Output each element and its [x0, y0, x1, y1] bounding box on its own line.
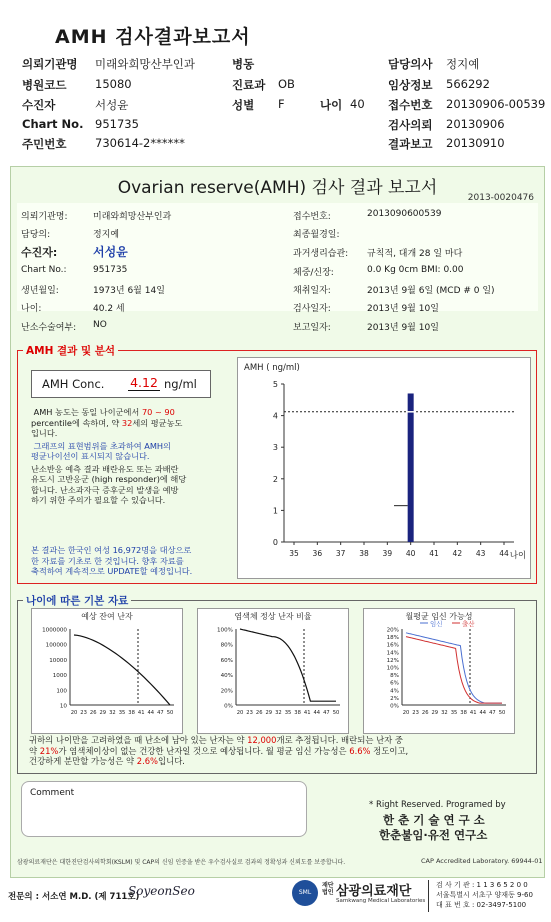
mini-x-tick-label: 35 [450, 710, 458, 716]
summary-line [29, 735, 539, 746]
pregnancy-chance-chart [364, 609, 514, 733]
info-label: 체중/신장: [293, 268, 334, 278]
signature: SoyeonSeo [128, 884, 195, 898]
mini-x-tick-label: 44 [147, 710, 155, 716]
summary-run: 건강하게 분만할 가능성은 약 [29, 756, 137, 766]
mini-chart-title: 월평균 임신 가능성 [405, 612, 473, 621]
cover-field: 주민번호 [22, 137, 67, 151]
cover-value: 20130906-00539 [446, 97, 546, 111]
cover-field: Chart No. [22, 117, 84, 131]
cover-field: 병원코드 [22, 78, 67, 92]
info-label: 과거생리습관: [293, 249, 349, 259]
mini-chart-title: 예상 잔여 난자 [81, 612, 133, 621]
report-sheet [10, 166, 545, 878]
mini-y-tick-label: 20% [220, 688, 233, 695]
mini-x-tick-label: 35 [284, 710, 292, 716]
mini-x-tick-label: 29 [99, 710, 107, 716]
mini-y-tick-label: 100000 [45, 642, 67, 649]
mini-x-tick-label: 23 [246, 710, 253, 716]
x-tick-label: 42 [452, 549, 463, 558]
mini-x-tick-label: 26 [255, 710, 263, 716]
mini-x-tick-label: 47 [323, 710, 330, 716]
x-tick-label: 36 [312, 549, 323, 558]
cover-value: 15080 [95, 77, 132, 91]
report-code: 2013-0020476 [467, 193, 534, 203]
equivalent-age: 32 [121, 417, 133, 428]
mini-y-tick-label: 14% [386, 650, 399, 657]
info-label: 보고일자: [293, 323, 331, 333]
mini-x-tick-label: 26 [89, 710, 97, 716]
mini-x-tick-label: 50 [166, 710, 174, 716]
info-label: Chart No.: [21, 265, 67, 275]
info-label: 담당의: [21, 230, 51, 240]
y-axis-label: AMH ( ng/ml) [244, 363, 300, 373]
mini-y-tick-label: 80% [220, 642, 233, 649]
normal-egg-ratio-chart [198, 609, 348, 733]
info-value: 0.0 Kg 0cm BMI: 0.00 [367, 265, 464, 275]
cap-text: CAP Accredited Laboratory. 69944-01 [421, 857, 543, 865]
mini-x-tick-label: 23 [80, 710, 87, 716]
mini-x-tick-label: 38 [460, 710, 467, 716]
mini-x-tick-label: 41 [137, 710, 145, 716]
mini-y-tick-label: 4% [390, 688, 399, 695]
mini-x-tick-label: 20 [236, 710, 244, 716]
mini-x-tick-label: 35 [118, 710, 126, 716]
x-tick-label: 39 [382, 549, 393, 558]
para-text: 그래프의 표현범위를 초과하여 AMH의 [33, 440, 171, 451]
mini-x-tick-label: 41 [303, 710, 311, 716]
mini-y-tick-label: 12% [386, 657, 399, 664]
summary-run: 입니다. [158, 756, 185, 766]
doctor-name: 전문의 : 서소연 M.D. (제 711호) [8, 892, 140, 902]
cover-field: 검사의뢰 [388, 118, 433, 132]
mini-x-tick-label: 47 [489, 710, 496, 716]
cover-value: 730614-2****** [95, 136, 185, 150]
para-text: 합니다. 난소과자극 증후군의 발생을 예방 [31, 484, 179, 495]
y-tick-label: 4 [272, 411, 278, 421]
mini-y-tick-label: 1000 [52, 673, 67, 680]
org-name-1: 한 춘 기 술 연 구 소 [383, 813, 485, 827]
y-tick-label: 1 [272, 506, 278, 516]
info-value: 2013090600539 [367, 209, 442, 219]
contact-line: 대 표 번 호 : 02-3497-5100 [436, 901, 527, 909]
org-name-2: 한춘불임·유전 연구소 [379, 828, 488, 842]
mini-x-tick-label: 50 [332, 710, 340, 716]
mini-y-tick-label: 16% [386, 642, 399, 649]
info-value: 40.2 세 [93, 304, 125, 314]
summary-run: 개로 추정됩니다. 배란되는 난자 중 [276, 735, 404, 745]
summary-run: 12,000 [247, 735, 277, 745]
summary-line [29, 756, 539, 767]
mini-y-tick-label: 0% [224, 703, 233, 710]
cover-value: 정지예 [446, 57, 480, 71]
mini-y-tick-label: 60% [220, 657, 233, 664]
info-label: 의뢰기관명: [21, 212, 68, 222]
cover-field: 성별 [232, 98, 255, 112]
mini-x-tick-label: 41 [469, 710, 477, 716]
para-text: 한 자료를 기초로 한 것입니다. 향후 자료를 [31, 555, 184, 566]
summary-run: 21% [39, 745, 59, 756]
mini-chart-title: 염색체 정상 난자 비율 [234, 612, 312, 621]
summary-run: 귀하의 나이만을 고려하였을 때 난소에 남아 있는 난자는 약 [29, 735, 248, 745]
mini-x-tick-label: 29 [265, 710, 273, 716]
mini-x-tick-label: 26 [421, 710, 429, 716]
contact-block [436, 880, 533, 910]
amh-chart-frame [237, 357, 531, 579]
age-summary [29, 735, 539, 767]
cover-field: 수진자 [22, 98, 56, 112]
info-label: 최종월경일: [293, 230, 340, 240]
info-label: 접수번호: [293, 212, 331, 222]
comment-box [21, 781, 307, 837]
info-label: 생년월일: [21, 286, 59, 296]
mini-y-tick-label: 40% [220, 673, 233, 680]
legend-label: 임신 [430, 620, 443, 628]
cover-field: 결과보고 [388, 137, 433, 151]
y-tick-label: 0 [272, 538, 278, 547]
para-text: 본 결과는 한국인 여성 16,972명을 대상으로 [31, 545, 192, 555]
info-label: 검사일자: [293, 304, 331, 314]
cover-age-label: 나이 [320, 98, 343, 112]
para-text: 유도시 고반응군 (high responder)에 해당 [31, 474, 187, 484]
mini-x-tick-label: 50 [498, 710, 506, 716]
mini-x-tick-label: 29 [431, 710, 439, 716]
info-label: 난소수술여부: [21, 323, 77, 333]
mini-chart-frame [197, 608, 349, 734]
mini-x-tick-label: 20 [402, 710, 410, 716]
y-tick-label: 3 [272, 443, 278, 453]
amh-conc-value: 4.12 [128, 375, 160, 391]
info-value: 1973년 6월 14일 [93, 286, 165, 296]
x-tick-label: 37 [335, 549, 346, 558]
logo-small [322, 882, 334, 896]
para-text: 하기 위한 주의가 필요할 수 있습니다. [31, 495, 166, 505]
logo-small-text: 법인 [322, 889, 334, 896]
cover-field: 병동 [232, 57, 255, 71]
mini-y-tick-label: 8% [390, 673, 399, 680]
remaining-eggs-line [74, 635, 170, 705]
mini-x-tick-label: 47 [157, 710, 164, 716]
mini-y-tick-label: 20% [386, 627, 399, 634]
mini-x-tick-label: 32 [109, 710, 116, 716]
mini-x-tick-label: 38 [128, 710, 135, 716]
rights-text: * Right Reserved. Programed by [369, 800, 506, 810]
mini-y-tick-label: 18% [386, 635, 399, 642]
amh-paragraph [31, 407, 241, 506]
summary-run: 정도이고, [370, 745, 409, 756]
summary-run: 6.6% [349, 745, 371, 756]
age-section-title: 나이에 따른 기본 자료 [23, 593, 131, 608]
para-text: 축적하여 계속적으로 UPDATE할 예정입니다. [31, 566, 193, 576]
summary-run: 2.6% [136, 756, 159, 766]
info-value: 규칙적, 대개 28 일 마다 [367, 249, 463, 259]
x-tick-label: 44 [499, 549, 509, 558]
cover-value: OB [278, 77, 295, 91]
percentile-range: 70 ~ 90 [141, 407, 175, 417]
para-text: 입니다. [31, 428, 58, 438]
mini-y-tick-label: 10 [59, 703, 67, 710]
contact-line: 검 사 기 관 : 1 1 3 6 5 2 0 0 [436, 881, 528, 889]
mini-y-tick-label: 2% [390, 695, 399, 702]
amh-section-title: AMH 결과 및 분석 [23, 343, 118, 358]
mini-y-tick-label: 100% [217, 627, 233, 634]
contact-line: 서울특별시 서초구 양재동 9-60 [436, 891, 533, 899]
amh-range-bar [408, 393, 414, 542]
x-tick-label: 40 [405, 549, 416, 558]
info-value: 951735 [93, 265, 128, 275]
para-text: AMH 농도는 동일 나이군에서 [33, 407, 140, 417]
cover-field: 진료과 [232, 78, 266, 92]
cover-field: 임상정보 [388, 78, 433, 92]
mini-x-tick-label: 20 [70, 710, 78, 716]
summary-line [29, 746, 539, 757]
info-value: 2013년 9월 6일 (MCD # 0 일) [367, 286, 495, 296]
mini-x-tick-label: 23 [412, 710, 419, 716]
amh-conc-box [31, 370, 211, 398]
info-value: 2013년 9월 10일 [367, 323, 439, 333]
mini-chart-frame [363, 608, 515, 734]
x-tick-label: 38 [359, 549, 369, 558]
info-value: 2013년 9월 10일 [367, 304, 439, 314]
mini-y-tick-label: 6% [390, 680, 399, 687]
para-text: 평균나이선이 표시되지 않습니다. [31, 451, 150, 461]
x-tick-label: 41 [429, 549, 439, 558]
mini-x-tick-label: 38 [294, 710, 301, 716]
cover-value: F [278, 97, 285, 111]
cover-value: 서성윤 [95, 98, 129, 112]
cover-title: AMH 검사결과보고서 [55, 26, 251, 48]
logo-main: 삼광의료재단 [336, 884, 412, 899]
cover-value: 20130906 [446, 117, 505, 131]
info-value: NO [93, 320, 107, 330]
amh-conc-unit: ng/ml [164, 377, 197, 391]
series-line-pregnancy [406, 633, 502, 703]
x-tick-label: 43 [475, 549, 486, 558]
info-label: 나이: [21, 304, 42, 314]
para-text: percentile에 속하며, 약 [31, 417, 120, 428]
legend-label: 출산 [462, 620, 475, 628]
cover-field: 접수번호 [388, 98, 433, 112]
mini-x-tick-label: 44 [479, 710, 487, 716]
amh-chart [238, 358, 530, 578]
mini-y-tick-label: 100 [56, 688, 67, 695]
series-line-birth [406, 637, 502, 704]
logo-english: Samkwang Medical Laboratories [336, 898, 426, 904]
x-axis-label: 나이 [509, 551, 527, 561]
mini-x-tick-label: 44 [313, 710, 321, 716]
logo-badge: SML [292, 880, 318, 906]
mini-y-tick-label: 10% [386, 665, 399, 672]
patient-name: 서성윤 [93, 245, 128, 259]
info-label: 채취일자: [293, 286, 331, 296]
remaining-eggs-chart [32, 609, 182, 733]
report-title: Ovarian reserve(AMH) 검사 결과 보고서 [117, 178, 438, 198]
cover-value: 20130910 [446, 136, 505, 150]
data-source-note [31, 545, 245, 577]
para-text: 세의 평균농도 [132, 417, 183, 428]
cover-field: 의뢰기관명 [22, 57, 78, 71]
x-tick-label: 35 [289, 549, 299, 558]
y-tick-label: 2 [272, 474, 278, 484]
cover-value: 미래와희망산부인과 [95, 57, 195, 71]
summary-run: 가 염색체이상이 없는 건강한 난자일 것으로 예상됩니다. 월 평균 임신 가능성은 [58, 745, 350, 756]
amh-conc-label: AMH Conc. [42, 377, 105, 391]
mini-chart-frame [31, 608, 183, 734]
para-text: 난소반응 예측 결과 배란유도 또는 과배란 [31, 463, 179, 474]
cover-value: 566292 [446, 77, 490, 91]
info-value: 미래와희망산부인과 [93, 212, 172, 222]
mini-y-tick-label: 0% [390, 703, 399, 710]
certification-text: 삼광의료재단은 대한진단검사의학회(KSLM) 및 CAP의 신임 인증을 받은 우수검사실로 검과의 정확성과 신뢰도를 보증합니다. [17, 859, 346, 866]
comment-label: Comment [30, 788, 75, 798]
cover-field: 담당의사 [388, 57, 433, 71]
logo-small-text: 재단 [322, 882, 334, 889]
mini-y-tick-label: 1000000 [42, 627, 67, 634]
mini-y-tick-label: 10000 [49, 657, 67, 664]
summary-run: 약 [29, 745, 40, 756]
y-tick-label: 5 [272, 380, 278, 389]
info-label: 수진자: [21, 246, 58, 259]
cover-age-value: 40 [350, 97, 365, 111]
info-value: 정지예 [93, 230, 120, 240]
normal-egg-ratio-line [240, 629, 336, 701]
mini-x-tick-label: 32 [441, 710, 448, 716]
cover-value: 951735 [95, 117, 139, 131]
patient-info-panel [17, 203, 538, 314]
footer-divider [428, 880, 429, 912]
mini-x-tick-label: 32 [275, 710, 282, 716]
